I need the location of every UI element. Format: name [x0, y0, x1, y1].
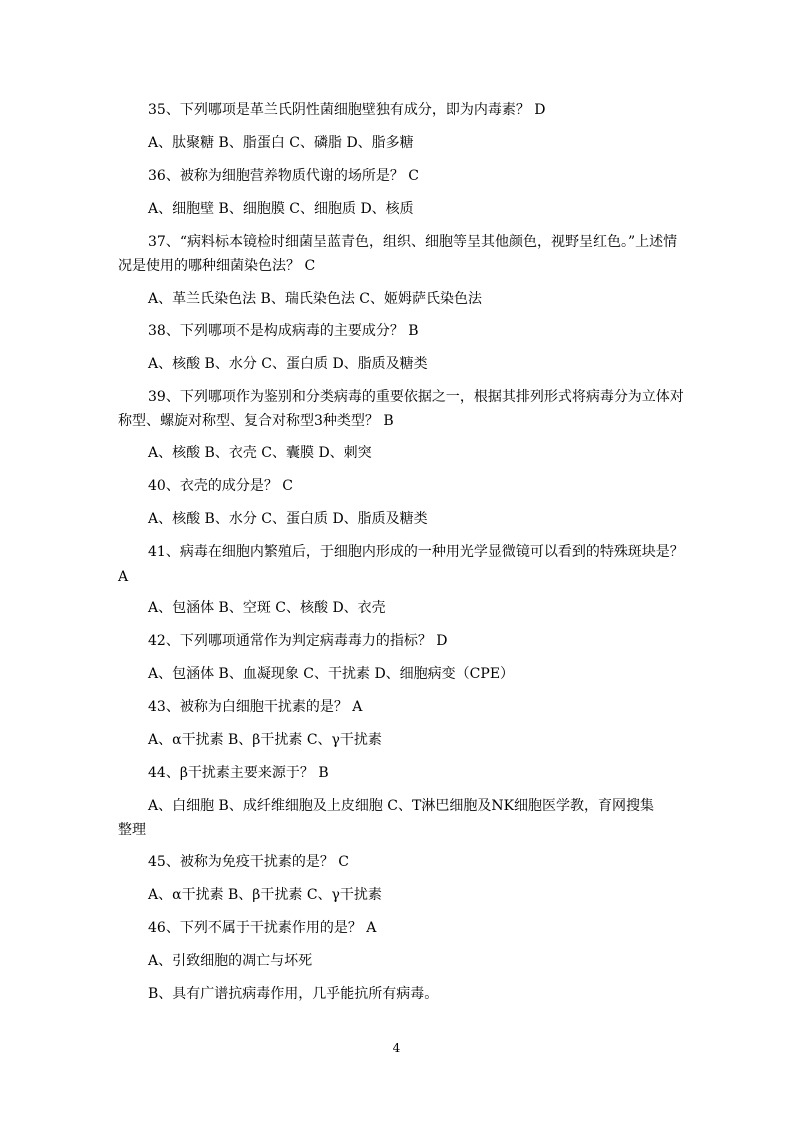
- question-38: 38、下列哪项不是构成病毒的主要成分？ B: [148, 323, 419, 339]
- options-42: A、包涵体 B、血凝现象 C、干扰素 D、细胞病变（CPE）: [148, 666, 515, 682]
- options-38: A、核酸 B、水分 C、蛋白质 D、脂质及糖类: [148, 356, 428, 372]
- question-40: 40、衣壳的成分是？ C: [148, 478, 293, 494]
- options-43: A、α干扰素 B、β干扰素 C、γ干扰素: [148, 732, 382, 748]
- question-39-line-2: 称型、螺旋对称型、复合对称型3种类型？ B: [118, 413, 394, 429]
- question-37-line-2: 况是使用的哪种细菌染色法？ C: [118, 258, 316, 274]
- options-46-a: A、引致细胞的凋亡与坏死: [148, 953, 313, 969]
- question-35: 35、下列哪项是革兰氏阴性菌细胞壁独有成分，即为内毒素？ D: [148, 102, 546, 118]
- question-41-line-1: 41、病毒在细胞内繁殖后，于细胞内形成的一种用光学显微镜可以看到的特殊斑块是？: [148, 544, 684, 560]
- options-41: A、包涵体 B、空斑 C、核酸 D、衣壳: [148, 600, 386, 616]
- question-36: 36、被称为细胞营养物质代谢的场所是？ C: [148, 168, 419, 184]
- options-40: A、核酸 B、水分 C、蛋白质 D、脂质及糖类: [148, 511, 428, 527]
- question-44: 44、β干扰素主要来源于？ B: [148, 765, 329, 781]
- question-43: 43、被称为白细胞干扰素的是？ A: [148, 699, 363, 715]
- options-36: A、细胞壁 B、细胞膜 C、细胞质 D、核质: [148, 201, 414, 217]
- question-46: 46、下列不属于干扰素作用的是？ A: [148, 920, 377, 936]
- options-44-line-2: 整理: [118, 822, 146, 838]
- question-45: 45、被称为免疫干扰素的是？ C: [148, 854, 349, 870]
- question-41-line-2: A: [118, 569, 129, 585]
- options-46-b: B、具有广谱抗病毒作用，几乎能抗所有病毒。: [148, 986, 439, 1002]
- options-37: A、革兰氏染色法 B、瑞氏染色法 C、姬姆萨氏染色法: [148, 291, 483, 307]
- question-39-line-1: 39、下列哪项作为鉴别和分类病毒的重要依据之一，根据其排列形式将病毒分为立体对: [148, 389, 684, 405]
- options-35: A、肽聚糖 B、脂蛋白 C、磷脂 D、脂多糖: [148, 135, 414, 151]
- question-37-line-1: 37、“病料标本镜检时细菌呈蓝青色，组织、细胞等呈其他颜色，视野呈红色。”上述情: [148, 234, 678, 250]
- question-42: 42、下列哪项通常作为判定病毒毒力的指标？ D: [148, 633, 448, 649]
- options-44-line-1: A、白细胞 B、成纤维细胞及上皮细胞 C、T淋巴细胞及NK细胞医学教，育网搜集: [148, 798, 655, 814]
- options-45: A、α干扰素 B、β干扰素 C、γ干扰素: [148, 887, 382, 903]
- page-number: 4: [392, 1041, 401, 1055]
- options-39: A、核酸 B、衣壳 C、囊膜 D、刺突: [148, 445, 372, 461]
